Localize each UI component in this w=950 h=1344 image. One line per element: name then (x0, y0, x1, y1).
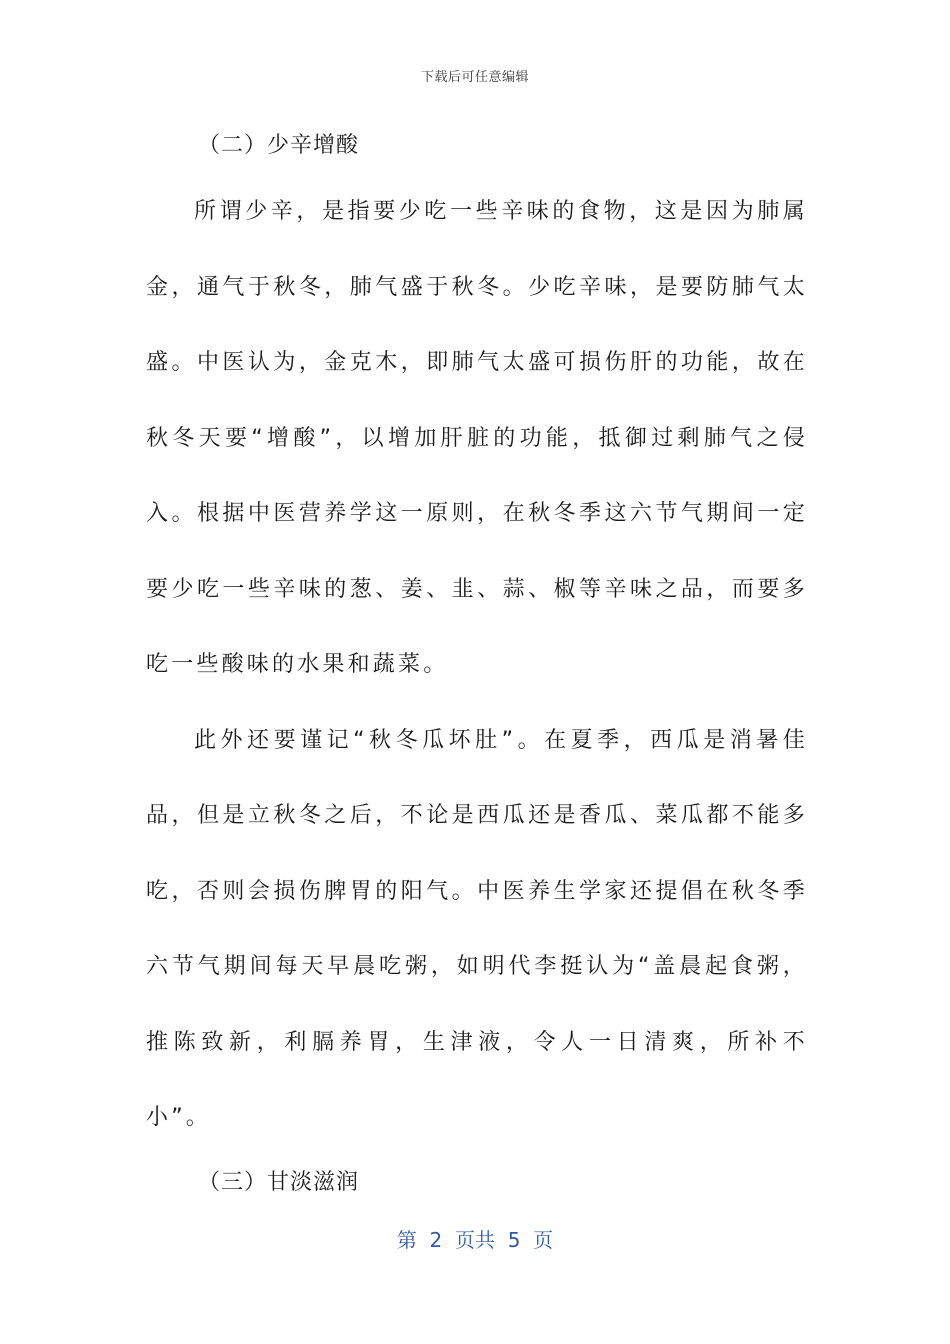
body-paragraph-2: 此外还要谨记“秋冬瓜坏肚”。在夏季，西瓜是消暑佳品，但是立秋冬之后，不论是西瓜还是香瓜、菜瓜都不能多吃，否则会损伤脾胃的阳气。中医养生学家还提倡在秋冬季六节气期间每天早晨吃粥，如明代李挺认为“盖晨起食粥，推陈致新，利膈养胃，生津液，令人一日清爽，所补不小”。 (146, 727, 808, 1130)
section-heading-2: （二）少辛增酸 (198, 133, 360, 158)
page-number-footer: 第 2 页共 5 页 (396, 1228, 554, 1252)
page-header-note: 下载后可任意编辑 (420, 70, 529, 85)
document-body (146, 127, 808, 1230)
section-heading-3: （三）甘淡滋润 (198, 1169, 360, 1195)
body-paragraph-1: 所谓少辛，是指要少吃一些辛味的食物，这是因为肺属金，通气于秋冬，肺气盛于秋冬。少吃辛味，是要防肺气太盛。中医认为，金克木，即肺气太盛可损伤肝的功能，故在秋冬天要“增酸”，以增加肝脏的功能，抵御过剩肺气之侵入。根据中医营养学这一原则，在秋冬季这六节气期间一定要少吃一些辛味的葱、姜、韭、蒜、椒等辛味之品，而要多吃一些酸味的水果和蔬菜。 (146, 199, 808, 677)
